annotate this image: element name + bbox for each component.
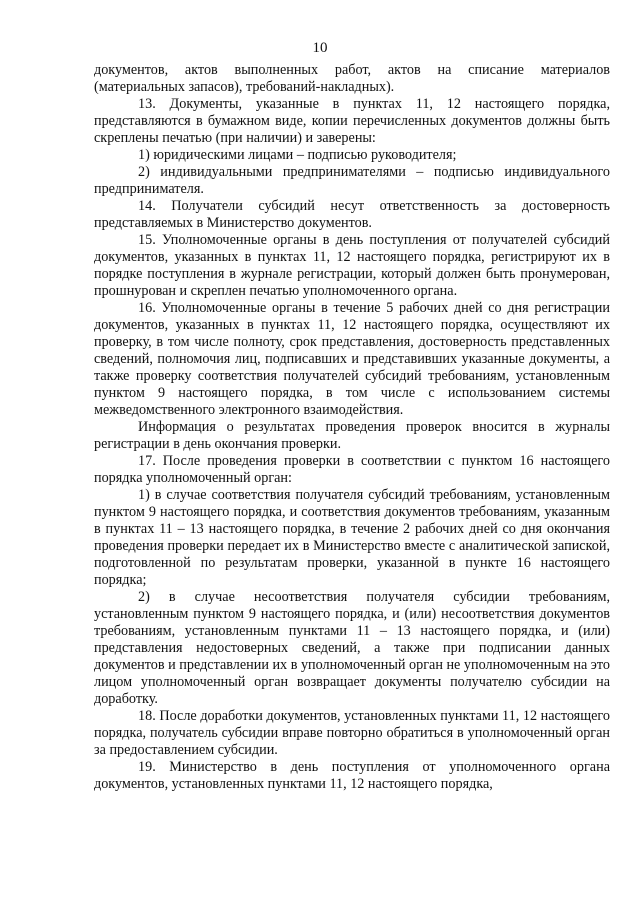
paragraph-15: 15. Уполномоченные органы в день поступления от получателей субсидий документов, указанных в пунктах 11, 12 настоящего порядка, регистрируют их в порядке поступления в журнале регистрации, который должен быть пронумерован, прошнурован и скреплен печатью уполномоченного органа.	[94, 232, 610, 299]
paragraph-19: 19. Министерство в день поступления от уполномоченного органа документов, установленных пунктами 11, 12 настоящего порядка,	[94, 759, 610, 792]
paragraph-13: 13. Документы, указанные в пунктах 11, 12 настоящего порядка, представляются в бумажном виде, копии перечисленных документов должны быть скреплены печатью (при наличии) и заверены:	[94, 96, 610, 146]
paragraph-18: 18. После доработки документов, установленных пунктами 11, 12 настоящего порядка, получатель субсидии вправе повторно обратиться в уполномоченный орган за предоставлением субсидии.	[94, 708, 610, 758]
paragraph-17-item-1: 1) в случае соответствия получателя субсидий требованиям, установленным пунктом 9 настоящего порядка, и соответствия документов требованиям, указанным в пунктах 11 – 13 настоящего порядка, в течение 2 рабочих дней со дня окончания проведения проверки передает их в Министерство вместе с аналитической запиской, подготовленной по результатам проверки, указанной в пункте 16 настоящего порядка;	[94, 487, 610, 588]
paragraph-13-item-2: 2) индивидуальными предпринимателями – подписью индивидуального предпринимателя.	[94, 164, 610, 197]
paragraph-14: 14. Получатели субсидий несут ответственность за достоверность представляемых в Министерство документов.	[94, 198, 610, 231]
paragraph-13-item-1: 1) юридическими лицами – подписью руководителя;	[138, 147, 457, 163]
paragraph-16-info: Информация о результатах проведения проверок вносится в журналы регистрации в день окончания проверки.	[94, 419, 610, 452]
paragraph-16: 16. Уполномоченные органы в течение 5 рабочих дней со дня регистрации документов, указанных в пунктах 11, 12 настоящего порядка, осуществляют их проверку, в том числе полноту, срок представления, достоверность представленных сведений, полномочия лиц, подписавших и представивших указанные документы, а также проверку соответствия получателей субсидий требованиям, установленным пунктом 9 настоящего порядка, в том числе с использованием системы межведомственного электронного взаимодействия.	[94, 300, 610, 418]
document-body	[94, 62, 610, 793]
paragraph-17: 17. После проведения проверки в соответствии с пунктом 16 настоящего порядка уполномоченный орган:	[94, 453, 610, 486]
page-number: 10	[312, 40, 328, 56]
paragraph-17-item-2: 2) в случае несоответствия получателя субсидии требованиям, установленным пунктом 9 настоящего порядка, и (или) несоответствия документов требованиям, установленным пунктами 11 – 13 настоящего порядка, и (или) представления недостоверных сведений, а также при подписании данных документов и представлении их в уполномоченный орган не уполномоченным на это лицом уполномоченный орган возвращает документы получателю субсидии на доработку.	[94, 589, 611, 707]
paragraph-continuation: документов, актов выполненных работ, актов на списание материалов (материальных запасов), требований-накладных).	[94, 62, 610, 95]
